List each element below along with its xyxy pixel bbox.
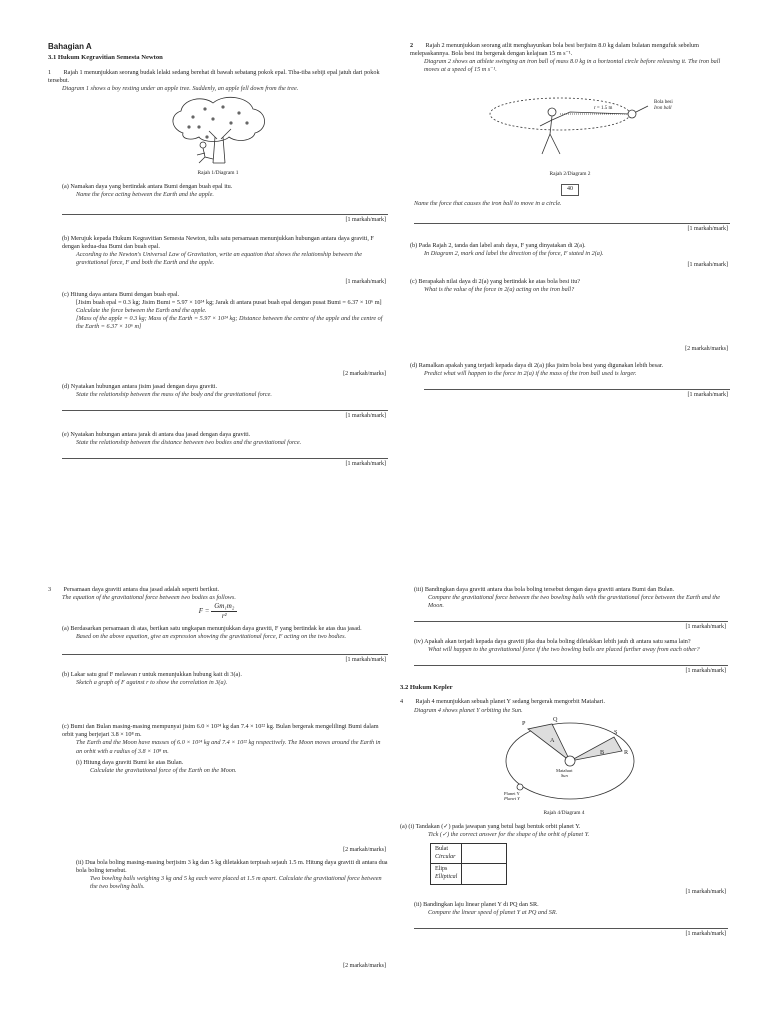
question-text-en: Diagram 1 shows a boy resting under an apple tree. Suddenly, an apple fell down from the tree. [62, 85, 299, 93]
marks-label: [1 markah/mark] [687, 262, 728, 269]
part-text-en: Name the force that causes the iron ball to move in a circle. [414, 200, 562, 208]
part-1e [48, 431, 388, 447]
part-1c [48, 291, 388, 331]
part-text-ms: Ramalkan apakah yang terjadi kepada daya di 2(a) jika jisim bola besi yang digunakan lebih besar. [418, 361, 664, 369]
orbit-diagram [400, 715, 728, 807]
answer-line[interactable] [414, 664, 728, 666]
part-3c-i [48, 759, 388, 775]
part-label: (c) [62, 291, 69, 299]
answer-line[interactable] [414, 927, 728, 929]
ball-label-en: Iron ball [654, 106, 672, 111]
option-elliptical-ms: Elips [435, 866, 448, 873]
ball-label [654, 100, 673, 112]
athlete-diagram [410, 74, 730, 168]
marks-label: [1 markah/mark] [345, 217, 386, 224]
part-text-en: Based on the above equation, give an expression showing the gravitational force, F acting on the two bodies. [76, 633, 347, 641]
marks-label: [2 markah/marks] [685, 345, 728, 352]
subpart-label: (ii) [414, 900, 422, 908]
part-text-en: Calculate the gravitational force of the Earth on the Moon. [90, 766, 237, 774]
part-text-ms: Hitung daya antara Bumi dengan buah epal. [70, 291, 180, 299]
part-1b [48, 235, 388, 267]
question-4 [400, 698, 728, 714]
part-label: (c) [62, 723, 69, 731]
option-label [431, 864, 462, 885]
figure-caption: Rajah 2/Diagram 2 [549, 171, 591, 178]
part-text-ms: Nyatakan hubungan antara jarak di antara dua jasad dengan daya graviti. [70, 431, 251, 439]
point-R-label: R [624, 748, 629, 756]
formula-lhs: F = [198, 607, 210, 616]
part-text-ms: Tandakan (✓) pada jawapan yang betul bagi bentuk orbit planet Y. [415, 822, 581, 830]
tick-box-circular[interactable] [462, 843, 507, 864]
subsection-heading: 3.2 Hukum Kepler [400, 683, 453, 691]
part-label: (iv) [414, 637, 423, 645]
worksheet-page-2 [410, 42, 730, 400]
question-1 [48, 69, 388, 93]
part-text-en: State the relationship between the mass of the body and the gravitational force. [76, 391, 272, 399]
question-text-ms: Rajah 1 menunjukkan seorang budak lelaki sedang berehat di bawah sebatang pokok epal. Tiba-tiba sebiji epal jatuh dari pokok tersebut. [48, 68, 380, 85]
sun-label-ms: Matahari [556, 767, 573, 773]
part-text-en: Compare the linear speed of planet Y at PQ and SR. [428, 908, 558, 916]
planet-label-ms: Planet Y [504, 790, 520, 796]
part-label: (a) [62, 625, 69, 633]
part-text-ms: Lakar satu graf F melawan r untuk menunjukkan hubung kait di 3(a). [70, 671, 242, 679]
marks-label: [2 markah/marks] [343, 962, 386, 969]
given-data-en: [Mass of the apple = 0.3 kg; Mass of the Earth = 5.97 × 10²⁴ kg; Distance between the centre of the apple and the centre of the Earth = 6.37 × 10⁶ m] [76, 315, 383, 331]
part-text-en: Two bowling balls weighing 3 kg and 5 kg each were placed at 1.5 m apart. Calculate the gravitational force between the two bowling balls. [90, 874, 382, 890]
marks-label: [1 markah/mark] [685, 930, 726, 937]
hammer-throw-figure [410, 74, 730, 168]
question-text-en: The equation of the gravitational force between two bodies as follows. [62, 594, 236, 602]
part-text-en: Predict what will happen to the force in 2(a) if the mass of the iron ball used is larger. [424, 369, 637, 377]
answer-line[interactable] [62, 409, 388, 411]
question-text-ms: Rajah 2 menunjukkan seorang atlit menghayunkan bola besi berjisim 8.0 kg dalam bulatan mengufuk sebelum melepaskannya. Bola besi itu bergerak dengan kelajuan 15 m s⁻¹. [410, 42, 699, 58]
part-text-en: What will happen to the gravitational force if the two bowling balls are placed further away from each other? [428, 646, 700, 654]
marks-label: [1 markah/mark] [687, 391, 728, 398]
part-4a-ii [400, 901, 728, 917]
part-text-en: In Diagram 2, mark and label the direction of the force, F stated in 2(a). [424, 249, 604, 257]
part-text-en: The Earth and the Moon have masses of 6.0 × 10²⁴ kg and 7.4 × 10²² kg respectively. The Moon moves around the Earth in an orbit with a radius of 3.8 × 10⁸ m. [76, 739, 381, 755]
given-data-ms: [Jisim buah epal = 0.3 kg; Jisim Bumi = 5.97 × 10²⁴ kg; Jarak di antara pusat buah epal dengan pusat Bumi = 6.37 × 10⁶ m] [76, 299, 382, 307]
planet-label-en: Planet Y [504, 795, 520, 801]
part-label: (i) [76, 758, 82, 766]
part-text-en: What is the value of the force in 2(a) acting on the iron ball? [424, 285, 575, 293]
option-row [431, 864, 507, 885]
option-row [431, 843, 507, 864]
formula-numerator: Gm₁m₂ [211, 602, 237, 612]
part-text-ms: Berdasarkan persamaan di atas, berikan satu ungkapan menunjukkan daya graviti, F yang bertindak ke atas dua jasad. [70, 625, 362, 633]
figure-caption: Rajah 4/Diagram 4 [543, 809, 585, 816]
part-text-en: Sketch a graph of F against r to show the correlation in 3(a). [76, 679, 228, 687]
worksheet-page-1 [48, 42, 388, 469]
question-number: 2 [410, 42, 414, 49]
part-text-ms: Bandingkan laju linear planet Y di PQ dan SR. [423, 900, 539, 908]
part-text-ms: Namakan daya yang bertindak antara Bumi dengan buah epal itu. [70, 183, 233, 191]
part-text-en: Tick (✓) the correct answer for the shape of the orbit of planet Y. [428, 830, 590, 838]
worksheet-page-4 [400, 586, 728, 939]
part-3b [48, 671, 388, 687]
part-4a-i [400, 823, 728, 839]
part-2b [410, 242, 730, 258]
part-text-en: According to the Newton's Universal Law of Gravitation, write an equation that shows the relationship between the gravitational force, F and both the Earth and the apple. [76, 251, 362, 267]
part-label: (iii) [414, 586, 424, 593]
marks-label: [1 markah/mark] [685, 624, 726, 631]
part-text-ms: Apakah akan terjadi kepada daya graviti jika dua bola boling diletakkan lebih jauh di antara satu sama lain? [424, 637, 691, 645]
part-3a [48, 625, 388, 641]
part-text-ms: Bumi dan Bulan masing-masing mempunyai jisim 6.0 × 10²⁴ kg dan 7.4 × 10²² kg. Bulan bergerak mengelilingi Bumi dalam orbit yang berjejari 3.8 × 10⁸ m. [62, 723, 379, 739]
answer-line[interactable] [424, 388, 730, 390]
part-3c-iii [400, 586, 728, 610]
graph-sketch-space[interactable] [48, 687, 388, 723]
part-label: (c) [410, 277, 417, 285]
orbit-figure [400, 715, 728, 807]
area-B-label: B [600, 748, 605, 756]
tick-box-elliptical[interactable] [462, 864, 507, 885]
formula-fraction [211, 602, 237, 621]
part-text-en: State the relationship between the distance between two bodies and the gravitational force. [76, 439, 302, 447]
marks-label: [1 markah/mark] [685, 668, 726, 675]
point-Q-label: Q [553, 715, 558, 723]
answer-line[interactable] [62, 653, 388, 655]
part-3c [48, 723, 388, 755]
question-text-en: Diagram 4 shows planet Y orbiting the Sun. [414, 706, 523, 714]
option-circular-ms: Bulat [435, 845, 448, 852]
answer-line[interactable] [414, 222, 730, 224]
option-label [431, 843, 462, 864]
question-text-ms: Rajah 4 menunjukkan sebuah planet Y sedang bergerak mengorbit Matahari. [415, 698, 606, 706]
marks-label: [1 markah/mark] [345, 413, 386, 420]
question-number: 4 [400, 698, 404, 706]
subpart-label: (i) [408, 822, 415, 830]
part-text-ms: Berapakah nilai daya di 2(a) yang bertindak ke atas bola besi itu? [418, 277, 581, 285]
subsection-heading: 3.1 Hukum Kegravitian Semesta Newton [48, 54, 163, 62]
answer-line[interactable] [62, 213, 388, 215]
figure-caption: Rajah 1/Diagram 1 [197, 170, 239, 177]
part-2d [410, 362, 730, 378]
radius-label: r = 1.5 m [594, 106, 613, 112]
sun-label [556, 768, 573, 778]
question-3 [48, 586, 388, 602]
question-2 [410, 42, 730, 74]
sun-label-en: Sun [560, 772, 568, 778]
area-A-label: A [550, 736, 555, 744]
part-text-ms: Bandingkan daya graviti antara dua bola boling tersebut dengan daya graviti antara Bumi dan Bulan. [424, 586, 675, 593]
part-text-ms: Pada Rajah 2, tanda dan label arah daya, F yang dinyatakan di 2(a). [418, 241, 586, 249]
question-number: 3 [48, 586, 52, 593]
option-elliptical-en: Elliptical [435, 874, 458, 881]
part-label: (d) [410, 361, 418, 369]
marks-label: [2 markah/marks] [343, 846, 386, 853]
question-text-ms: Persamaan daya graviti antara dua jasad adalah seperti berikut. [63, 586, 220, 593]
part-text-ms: Nyatakan hubungan antara jisim jasad dengan daya graviti. [70, 383, 218, 391]
part-label: (ii) [76, 858, 84, 866]
part-label: (e) [62, 431, 69, 439]
part-label: (d) [62, 383, 70, 391]
part-text-ms: Merujuk kepada Hukum Kegravitian Semesta Newton, tulis satu persamaan menunjukkan hubungan antara daya graviti, F dengan kedua-dua Bumi dan buah epal. [62, 235, 374, 251]
part-3c-ii [48, 859, 388, 891]
answer-line[interactable] [414, 620, 728, 622]
part-1d [48, 383, 388, 399]
part-text-ms: Dua bola boling masing-masing berjisim 3 kg dan 5 kg diletakkan terpisah sejauh 1.5 m. Hitung daya graviti di antara dua bola boling tersebut. [76, 858, 388, 874]
part-label: (a) [62, 183, 69, 191]
worksheet-page-3 [48, 586, 388, 971]
point-S-label: S [614, 728, 618, 736]
gravitation-formula [48, 602, 388, 621]
marks-label: [2 markah/marks] [343, 371, 386, 378]
part-1a [48, 183, 388, 199]
planet-label [504, 791, 520, 801]
formula-denominator: r² [221, 612, 227, 621]
part-label: (b) [62, 671, 70, 679]
marks-label: [1 markah/mark] [685, 888, 726, 895]
orbit-shape-table [430, 843, 507, 885]
question-text-en: Diagram 2 shows an athlete swinging an iron ball of mass 8.0 kg in a horizontal circle before releasing it. The iron ball moves at a speed of 15 m s⁻¹. [424, 58, 721, 74]
working-space[interactable] [48, 891, 388, 963]
score-box-value: 40 [561, 184, 579, 196]
marks-label: [1 markah/mark] [345, 657, 386, 664]
part-label: (a) [400, 822, 407, 830]
marks-label: [1 markah/mark] [687, 226, 728, 233]
part-text-en: Compare the gravitational force between the two bowling balls with the gravitational force between the Earth and the Moon. [428, 594, 720, 610]
part-text-en: Name the force acting between the Earth and the apple. [76, 191, 214, 199]
score-box [410, 184, 730, 196]
working-space[interactable] [48, 775, 388, 847]
marks-label: [1 markah/mark] [345, 461, 386, 468]
point-P-label: P [522, 719, 526, 727]
part-text-ms: Hitung daya graviti Bumi ke atas Bulan. [83, 758, 184, 766]
part-3c-iv [400, 638, 728, 654]
part-label: (b) [410, 241, 418, 249]
marks-label: [1 markah/mark] [345, 279, 386, 286]
part-text-en: Calculate the force between the Earth and the apple. [76, 307, 207, 315]
option-circular-en: Circular [435, 853, 456, 860]
ball-label-ms: Bola besi [654, 100, 673, 106]
answer-line[interactable] [62, 457, 388, 459]
part-2c [410, 278, 730, 294]
part-label: (b) [62, 235, 70, 243]
apple-tree-figure [153, 93, 283, 167]
question-number: 1 [48, 68, 52, 76]
section-heading: Bahagian A [48, 42, 92, 51]
